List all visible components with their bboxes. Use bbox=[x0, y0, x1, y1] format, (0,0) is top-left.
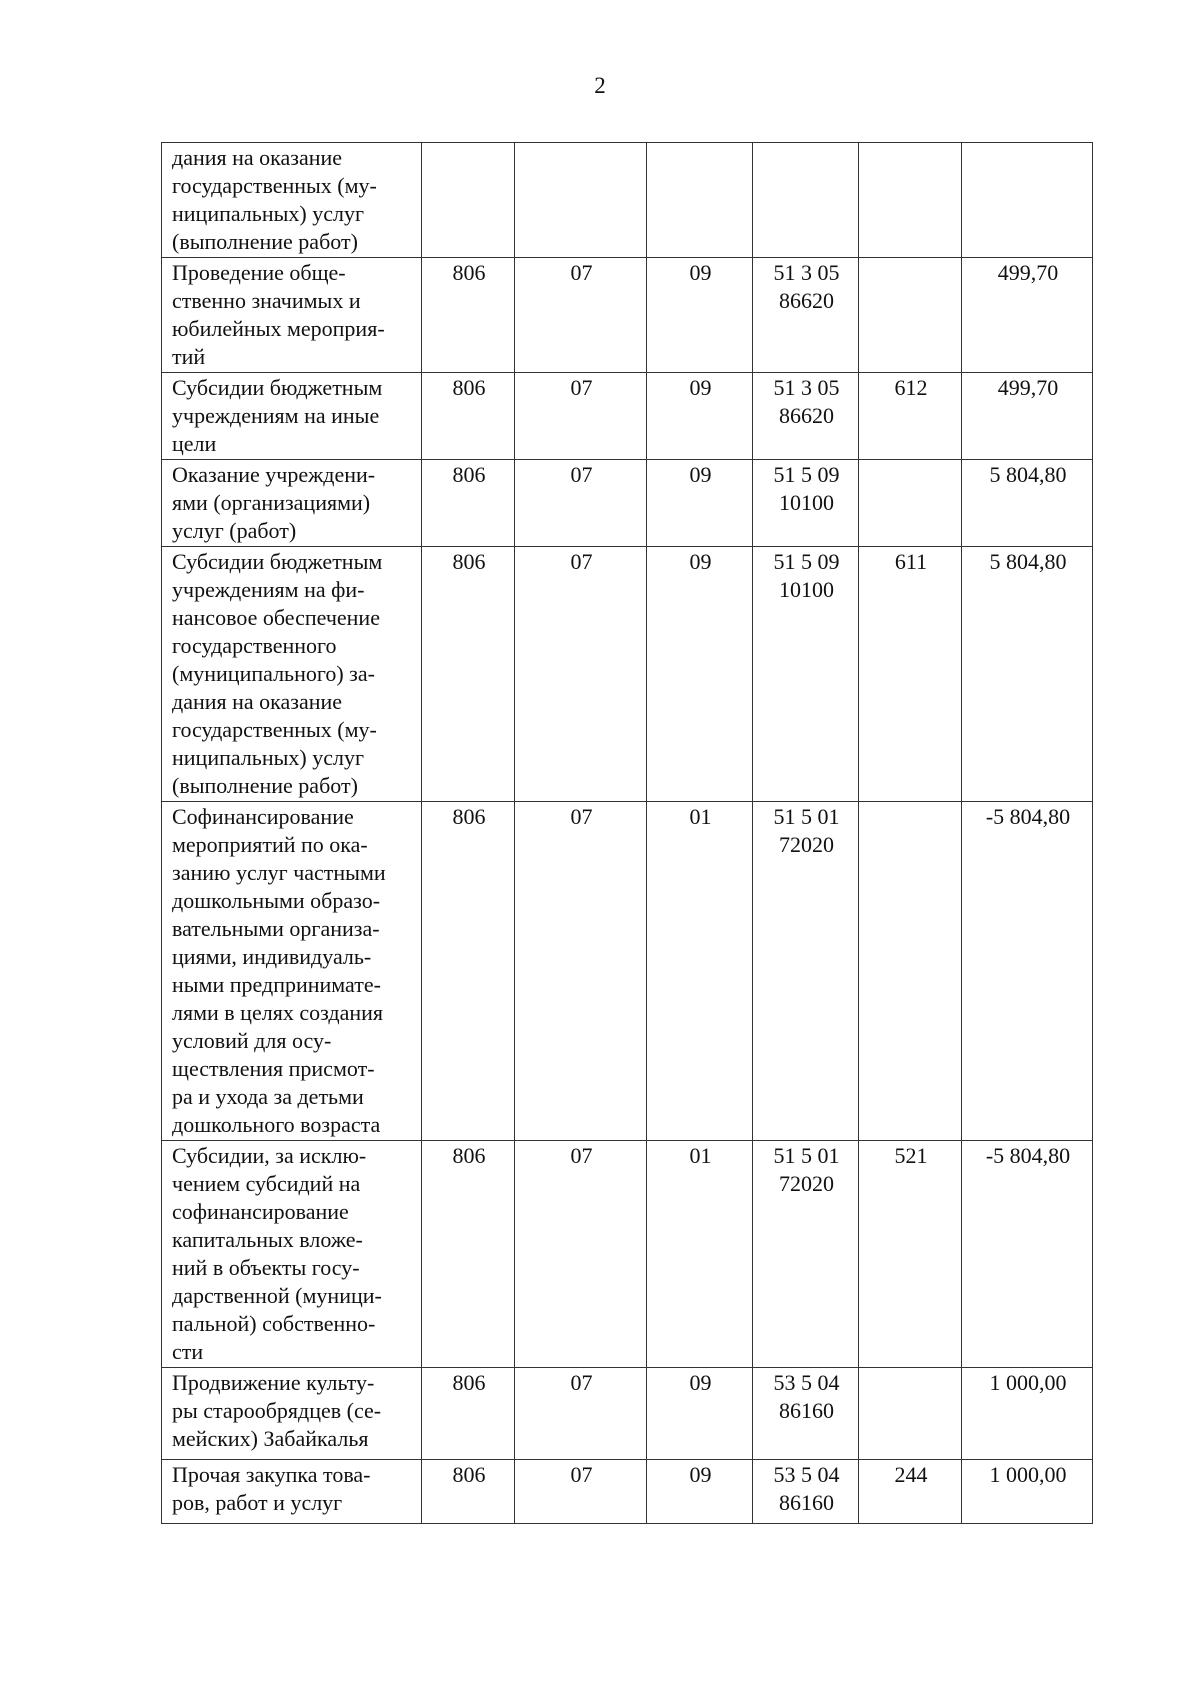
table-row bbox=[162, 1460, 1093, 1524]
cell-name bbox=[162, 373, 422, 460]
cell-expense-type bbox=[859, 143, 962, 258]
cell-name bbox=[162, 1368, 422, 1460]
cell-section: 07 bbox=[515, 373, 647, 460]
table-row bbox=[162, 547, 1093, 802]
cell-grbs: 806 bbox=[422, 802, 515, 1141]
name-line: учреждениям на иные bbox=[172, 403, 380, 428]
name-line: учреждениям на фи- bbox=[172, 577, 365, 602]
cell-sum: 5 804,80 bbox=[962, 547, 1093, 802]
cell-grbs: 806 bbox=[422, 258, 515, 373]
cell-sum: 1 000,00 bbox=[962, 1460, 1093, 1524]
cell-expense-type: 521 bbox=[859, 1141, 962, 1368]
table-row bbox=[162, 143, 1093, 258]
name-line: тий bbox=[172, 344, 206, 369]
cell-name bbox=[162, 258, 422, 373]
cell-target-article bbox=[753, 143, 859, 258]
cell-subsection: 01 bbox=[647, 802, 753, 1141]
cell-target-article bbox=[753, 258, 859, 373]
cell-target-article bbox=[753, 802, 859, 1141]
cell-sum: -5 804,80 bbox=[962, 1141, 1093, 1368]
table-row bbox=[162, 802, 1093, 1141]
table-row bbox=[162, 1368, 1093, 1460]
name-line: государственных (му- bbox=[172, 173, 377, 198]
table-row bbox=[162, 258, 1093, 373]
table-row bbox=[162, 460, 1093, 547]
page-number: 2 bbox=[594, 73, 606, 98]
cell-expense-type: 612 bbox=[859, 373, 962, 460]
cell-sum: 1 000,00 bbox=[962, 1368, 1093, 1460]
cell-grbs: 806 bbox=[422, 373, 515, 460]
code-line: 51 3 05 bbox=[773, 375, 840, 400]
cell-target-article bbox=[753, 1141, 859, 1368]
name-line: нансовое обеспечение bbox=[172, 605, 380, 630]
name-line: вательными организа- bbox=[172, 916, 380, 941]
name-line: ры старообрядцев (се- bbox=[172, 1398, 382, 1423]
name-line: ниципальных) услуг bbox=[172, 201, 364, 226]
table-row bbox=[162, 1141, 1093, 1368]
cell-section: 07 bbox=[515, 1141, 647, 1368]
name-line: дарственной (муници- bbox=[172, 1283, 382, 1308]
cell-subsection bbox=[647, 143, 753, 258]
name-line: Продвижение культу- bbox=[172, 1370, 375, 1395]
code-line: 72020 bbox=[779, 1171, 834, 1196]
name-line: Софинансирование bbox=[172, 804, 354, 829]
cell-subsection: 09 bbox=[647, 258, 753, 373]
cell-target-article bbox=[753, 1460, 859, 1524]
cell-target-article bbox=[753, 460, 859, 547]
code-line: 51 5 09 bbox=[773, 462, 840, 487]
cell-sum bbox=[962, 143, 1093, 258]
cell-name bbox=[162, 547, 422, 802]
cell-grbs: 806 bbox=[422, 547, 515, 802]
code-line: 86160 bbox=[779, 1398, 834, 1423]
cell-section: 07 bbox=[515, 460, 647, 547]
cell-section: 07 bbox=[515, 547, 647, 802]
cell-expense-type: 611 bbox=[859, 547, 962, 802]
cell-section: 07 bbox=[515, 1460, 647, 1524]
code-line: 10100 bbox=[779, 490, 834, 515]
name-line: дания на оказание bbox=[172, 689, 343, 714]
cell-name bbox=[162, 460, 422, 547]
name-line: (выполнение работ) bbox=[172, 229, 358, 254]
cell-expense-type bbox=[859, 802, 962, 1141]
cell-sum: -5 804,80 bbox=[962, 802, 1093, 1141]
cell-subsection: 09 bbox=[647, 1368, 753, 1460]
cell-target-article bbox=[753, 373, 859, 460]
table-body bbox=[162, 143, 1093, 1524]
cell-sum: 499,70 bbox=[962, 373, 1093, 460]
cell-subsection: 09 bbox=[647, 547, 753, 802]
cell-expense-type bbox=[859, 460, 962, 547]
name-line: (выполнение работ) bbox=[172, 773, 358, 798]
name-line: Субсидии бюджетным bbox=[172, 549, 383, 574]
name-line: ными предпринимате- bbox=[172, 972, 381, 997]
name-line: циями, индивидуаль- bbox=[172, 944, 372, 969]
cell-subsection: 01 bbox=[647, 1141, 753, 1368]
name-line: ями (организациями) bbox=[172, 490, 371, 515]
cell-grbs bbox=[422, 143, 515, 258]
cell-target-article bbox=[753, 547, 859, 802]
name-line: Субсидии, за исклю- bbox=[172, 1143, 367, 1168]
code-line: 10100 bbox=[779, 577, 834, 602]
cell-target-article bbox=[753, 1368, 859, 1460]
name-line: юбилейных мероприя- bbox=[172, 316, 385, 341]
name-line: занию услуг частными bbox=[172, 860, 386, 885]
name-line: дания на оказание bbox=[172, 145, 343, 170]
cell-expense-type bbox=[859, 258, 962, 373]
name-line: Прочая закупка това- bbox=[172, 1462, 371, 1487]
name-line: софинансирование bbox=[172, 1199, 349, 1224]
name-line: пальной) собственно- bbox=[172, 1311, 376, 1336]
name-line: мейских) Забайкалья bbox=[172, 1426, 369, 1451]
cell-sum: 5 804,80 bbox=[962, 460, 1093, 547]
code-line: 86160 bbox=[779, 1490, 834, 1515]
name-line: сти bbox=[172, 1339, 204, 1364]
name-line: государственного bbox=[172, 633, 337, 658]
name-line: капитальных вложе- bbox=[172, 1227, 363, 1252]
name-line: ний в объекты госу- bbox=[172, 1255, 360, 1280]
name-line: ров, работ и услуг bbox=[172, 1490, 343, 1515]
code-line: 53 5 04 bbox=[773, 1462, 840, 1487]
cell-subsection: 09 bbox=[647, 1460, 753, 1524]
name-line: Проведение обще- bbox=[172, 260, 346, 285]
code-line: 86620 bbox=[779, 288, 834, 313]
cell-expense-type: 244 bbox=[859, 1460, 962, 1524]
name-line: Оказание учреждени- bbox=[172, 462, 376, 487]
name-line: ственно значимых и bbox=[172, 288, 361, 313]
name-line: ществления присмот- bbox=[172, 1056, 375, 1081]
cell-name bbox=[162, 1460, 422, 1524]
name-line: чением субсидий на bbox=[172, 1171, 361, 1196]
name-line: лями в целях создания bbox=[172, 1000, 383, 1025]
cell-sum: 499,70 bbox=[962, 258, 1093, 373]
code-line: 51 3 05 bbox=[773, 260, 840, 285]
cell-expense-type bbox=[859, 1368, 962, 1460]
cell-grbs: 806 bbox=[422, 1460, 515, 1524]
cell-section: 07 bbox=[515, 258, 647, 373]
budget-table bbox=[161, 142, 1093, 1524]
cell-subsection: 09 bbox=[647, 460, 753, 547]
code-line: 51 5 01 bbox=[773, 1143, 840, 1168]
cell-section: 07 bbox=[515, 1368, 647, 1460]
name-line: государственных (му- bbox=[172, 717, 377, 742]
name-line: услуг (работ) bbox=[172, 518, 297, 543]
name-line: ра и ухода за детьми bbox=[172, 1084, 364, 1109]
cell-grbs: 806 bbox=[422, 460, 515, 547]
name-line: Субсидии бюджетным bbox=[172, 375, 383, 400]
code-line: 86620 bbox=[779, 403, 834, 428]
cell-name bbox=[162, 143, 422, 258]
name-line: мероприятий по ока- bbox=[172, 832, 368, 857]
cell-grbs: 806 bbox=[422, 1141, 515, 1368]
cell-name bbox=[162, 802, 422, 1141]
code-line: 53 5 04 bbox=[773, 1370, 840, 1395]
code-line: 51 5 01 bbox=[773, 804, 840, 829]
cell-subsection: 09 bbox=[647, 373, 753, 460]
name-line: (муниципального) за- bbox=[172, 661, 375, 686]
cell-section bbox=[515, 143, 647, 258]
code-line: 51 5 09 bbox=[773, 549, 840, 574]
code-line: 72020 bbox=[779, 832, 834, 857]
cell-grbs: 806 bbox=[422, 1368, 515, 1460]
cell-section: 07 bbox=[515, 802, 647, 1141]
cell-name bbox=[162, 1141, 422, 1368]
table-row bbox=[162, 373, 1093, 460]
name-line: ниципальных) услуг bbox=[172, 745, 364, 770]
name-line: дошкольного возраста bbox=[172, 1112, 381, 1137]
name-line: дошкольными образо- bbox=[172, 888, 381, 913]
name-line: цели bbox=[172, 431, 217, 456]
name-line: условий для осу- bbox=[172, 1028, 332, 1053]
